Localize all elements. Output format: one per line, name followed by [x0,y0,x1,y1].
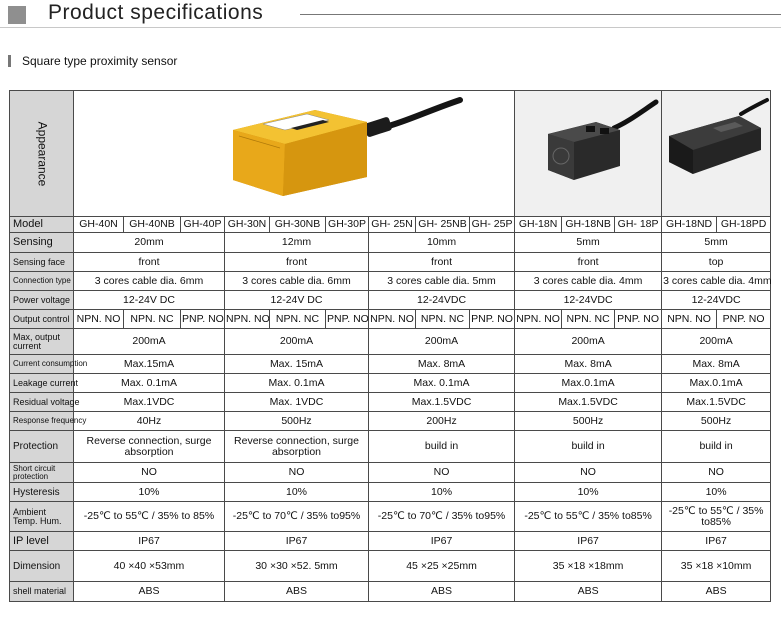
protection-cell: Reverse connection, surge absorption [74,431,225,463]
residual-voltage-cell: Max. 1VDC [225,393,369,412]
model-cell: GH- 25NB [416,217,470,233]
connection-type-cell: 3 cores cable dia. 4mm [662,272,771,291]
appearance-row [10,91,771,217]
hysteresis-label: Hysteresis [10,483,74,502]
appearance-label-cell [10,91,74,217]
short-circuit-cell: NO [515,463,662,483]
hysteresis-cell: 10% [74,483,225,502]
leakage-current-row [10,374,771,393]
max-output-current-cell: 200mA [74,329,225,355]
leakage-current-cell: Max. 0.1mA [225,374,369,393]
shell-material-cell: ABS [515,582,662,602]
dimension-cell: 40 ×40 ×53mm [74,551,225,582]
output-control-cell: NPN. NO [662,310,717,329]
short-circuit-cell: NO [369,463,515,483]
output-control-cell: NPN. NO [225,310,270,329]
max-output-current-row [10,329,771,355]
ambient-cell: -25℃ to 55℃ / 35% to85% [515,502,662,532]
power-voltage-label: Power voltage [10,291,74,310]
output-control-cell: PNP. NO [326,310,369,329]
dimension-cell: 30 ×30 ×52. 5mm [225,551,369,582]
sensing-face-row [10,253,771,272]
max-output-current-cell: 200mA [515,329,662,355]
response-frequency-cell: 200Hz [369,412,515,431]
output-control-cell: PNP. NO [181,310,225,329]
model-cell: GH-18ND [662,217,717,233]
dimension-cell: 45 ×25 ×25mm [369,551,515,582]
hysteresis-cell: 10% [515,483,662,502]
ip-level-cell: IP67 [225,532,369,551]
power-voltage-cell: 12-24VDC [369,291,515,310]
response-frequency-cell: 500Hz [225,412,369,431]
output-control-cell: NPN. NO [515,310,562,329]
output-control-label: Output control [10,310,74,329]
output-control-cell: PNP. NO [717,310,771,329]
residual-voltage-cell: Max.1.5VDC [515,393,662,412]
power-voltage-cell: 12-24V DC [225,291,369,310]
sensing-cell: 12mm [225,233,369,253]
response-frequency-row [10,412,771,431]
yellow-sensor-illustration [75,92,518,216]
shell-material-cell: ABS [225,582,369,602]
protection-label: Protection [10,431,74,463]
current-consumption-cell: Max. 8mA [369,355,515,374]
dimension-cell: 35 ×18 ×10mm [662,551,771,582]
model-row [10,217,771,233]
protection-cell: build in [369,431,515,463]
current-consumption-row [10,355,771,374]
max-output-current-cell: 200mA [369,329,515,355]
sensing-face-cell: front [515,253,662,272]
output-control-cell: NPN. NO [369,310,416,329]
output-control-cell: NPN. NO [74,310,124,329]
residual-voltage-cell: Max.1VDC [74,393,225,412]
ambient-cell: -25℃ to 70℃ / 35% to95% [369,502,515,532]
sensing-cell: 20mm [74,233,225,253]
current-consumption-label: Current consumption [10,355,74,374]
hysteresis-cell: 10% [662,483,771,502]
ip-level-label: IP level [10,532,74,551]
ip-level-row [10,532,771,551]
shell-material-cell: ABS [74,582,225,602]
ambient-cell: -25℃ to 55℃ / 35% to 85% [74,502,225,532]
sensing-face-label: Sensing face [10,253,74,272]
hysteresis-row [10,483,771,502]
connection-type-row [10,272,771,291]
residual-voltage-cell: Max.1.5VDC [369,393,515,412]
hysteresis-cell: 10% [225,483,369,502]
residual-voltage-row [10,393,771,412]
shell-material-cell: ABS [662,582,771,602]
max-output-current-label: Max, output current [10,329,74,355]
power-voltage-cell: 12-24VDC [515,291,662,310]
connection-type-label: Connection type [10,272,74,291]
current-consumption-cell: Max. 15mA [225,355,369,374]
power-voltage-row [10,291,771,310]
output-control-cell: NPN. NC [124,310,181,329]
dimension-label: Dimension [10,551,74,582]
page-title: Product specifications [48,1,264,24]
appearance-label: Appearance [35,121,49,186]
model-cell: GH- 18P [615,217,662,233]
connection-type-cell: 3 cores cable dia. 6mm [225,272,369,291]
connection-type-cell: 3 cores cable dia. 4mm [515,272,662,291]
leakage-current-label: Leakage current [10,374,74,393]
output-control-cell: NPN. NC [270,310,326,329]
short-circuit-label: Short circuit protection [10,463,74,483]
leakage-current-cell: Max.0.1mA [515,374,662,393]
shell-material-label: shell material [10,582,74,602]
connection-type-cell: 3 cores cable dia. 6mm [74,272,225,291]
shell-material-row [10,582,771,602]
black-small-sensor-image [515,91,662,217]
hysteresis-cell: 10% [369,483,515,502]
model-cell: GH-18N [515,217,562,233]
output-control-row [10,310,771,329]
output-control-cell: PNP. NO [470,310,515,329]
model-cell: GH-18NB [562,217,615,233]
connection-type-cell: 3 cores cable dia. 5mm [369,272,515,291]
ip-level-cell: IP67 [369,532,515,551]
sensing-cell: 5mm [515,233,662,253]
model-cell: GH-30N [225,217,270,233]
response-frequency-cell: 40Hz [74,412,225,431]
protection-row [10,431,771,463]
model-label: Model [10,217,74,233]
ambient-row [10,502,771,532]
current-consumption-cell: Max. 8mA [662,355,771,374]
sensing-cell: 10mm [369,233,515,253]
model-cell: GH- 25N [369,217,416,233]
sensing-label: Sensing [10,233,74,253]
sensing-face-cell: front [74,253,225,272]
sensing-face-cell: front [369,253,515,272]
yellow-square-sensor-image [74,91,515,217]
dimension-row [10,551,771,582]
sensing-row [10,233,771,253]
black-flat-sensor-illustration [663,92,770,216]
black-flat-sensor-image [662,91,771,217]
short-circuit-cell: NO [662,463,771,483]
model-cell: GH-18PD [717,217,771,233]
header-underline [0,27,781,28]
protection-cell: Reverse connection, surge absorption [225,431,369,463]
page-header [0,0,781,26]
current-consumption-cell: Max.15mA [74,355,225,374]
residual-voltage-label: Residual voltage [10,393,74,412]
ambient-label: Ambient Temp. Hum. [10,502,74,532]
response-frequency-cell: 500Hz [662,412,771,431]
sensing-cell: 5mm [662,233,771,253]
ambient-cell: -25℃ to 55℃ / 35% to85% [662,502,771,532]
short-circuit-cell: NO [225,463,369,483]
power-voltage-cell: 12-24V DC [74,291,225,310]
subheading-text: Square type proximity sensor [22,54,178,68]
protection-cell: build in [515,431,662,463]
max-output-current-cell: 200mA [662,329,771,355]
model-cell: GH-30NB [270,217,326,233]
black-small-sensor-illustration [516,92,661,216]
dimension-cell: 35 ×18 ×18mm [515,551,662,582]
output-control-cell: NPN. NC [562,310,615,329]
leakage-current-cell: Max. 0.1mA [74,374,225,393]
short-circuit-row [10,463,771,483]
ambient-cell: -25℃ to 70℃ / 35% to95% [225,502,369,532]
sensing-face-cell: top [662,253,771,272]
ip-level-cell: IP67 [515,532,662,551]
model-cell: GH-40NB [124,217,181,233]
model-cell: GH-40N [74,217,124,233]
ip-level-cell: IP67 [74,532,225,551]
power-voltage-cell: 12-24VDC [662,291,771,310]
model-cell: GH-30P [326,217,369,233]
response-frequency-label: Response frequency [10,412,74,431]
header-rule [300,14,781,15]
spec-table [9,90,771,602]
leakage-current-cell: Max.0.1mA [662,374,771,393]
model-cell: GH-40P [181,217,225,233]
sensing-face-cell: front [225,253,369,272]
current-consumption-cell: Max. 8mA [515,355,662,374]
output-control-cell: PNP. NO [615,310,662,329]
output-control-cell: NPN. NC [416,310,470,329]
shell-material-cell: ABS [369,582,515,602]
max-output-current-cell: 200mA [225,329,369,355]
short-circuit-cell: NO [74,463,225,483]
header-square-icon [8,6,26,24]
response-frequency-cell: 500Hz [515,412,662,431]
residual-voltage-cell: Max.1.5VDC [662,393,771,412]
leakage-current-cell: Max. 0.1mA [369,374,515,393]
ip-level-cell: IP67 [662,532,771,551]
subheading-bar-icon [8,55,11,67]
protection-cell: build in [662,431,771,463]
model-cell: GH- 25P [470,217,515,233]
